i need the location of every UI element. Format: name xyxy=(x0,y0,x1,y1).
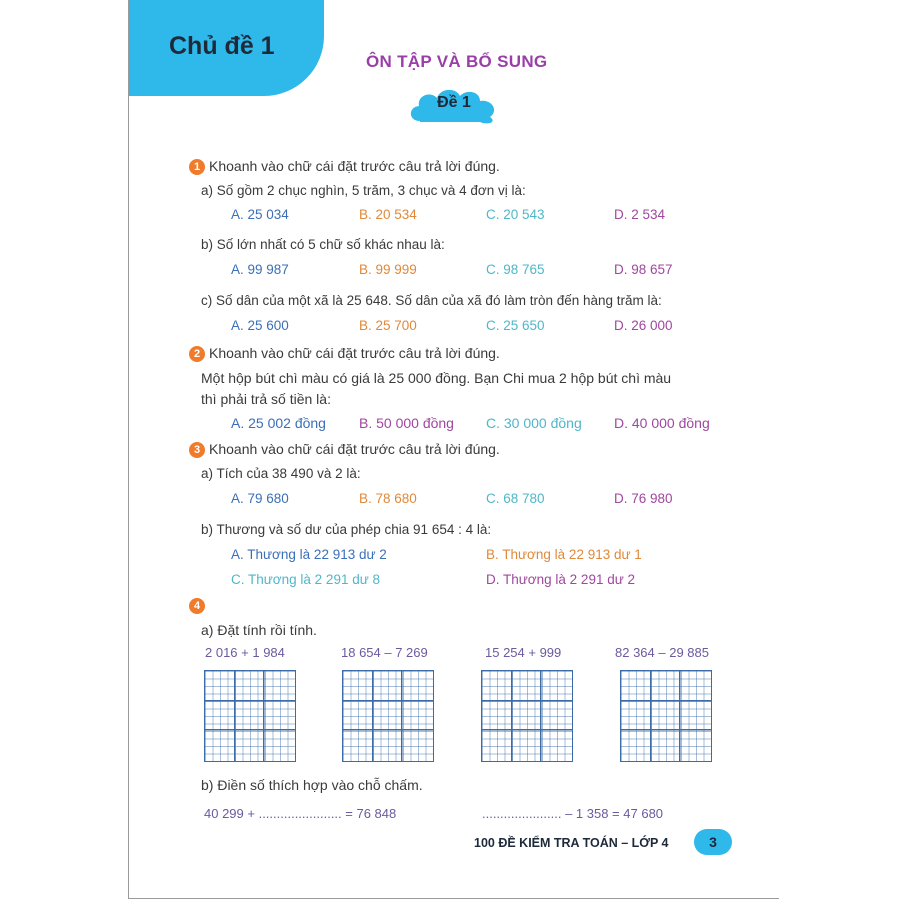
calculation-grid-2[interactable] xyxy=(342,670,434,762)
q1a-option-b[interactable]: B. 20 534 xyxy=(359,207,417,222)
q3b-option-a[interactable]: A. Thương là 22 913 dư 2 xyxy=(231,547,387,562)
q1b-option-a[interactable]: A. 99 987 xyxy=(231,262,289,277)
question-number-badge: 4 xyxy=(189,598,205,614)
question-prompt: Khoanh vào chữ cái đặt trước câu trả lời đúng. xyxy=(209,441,500,457)
question-4 xyxy=(189,597,209,614)
q1a-text: a) Số gồm 2 chục nghìn, 5 trăm, 3 chục và 4 đơn vị là: xyxy=(201,183,526,198)
calculation-grid-4[interactable] xyxy=(620,670,712,762)
calculation-grid-3[interactable] xyxy=(481,670,573,762)
fill-blank-2[interactable]: ...................... – 1 358 = 47 680 xyxy=(482,806,664,821)
fill-blank-1[interactable]: 40 299 + ....................... = 76 848 xyxy=(204,806,397,821)
q1c-option-d[interactable]: D. 26 000 xyxy=(614,318,673,333)
q1b-option-b[interactable]: B. 99 999 xyxy=(359,262,417,277)
expression-4: 82 364 – 29 885 xyxy=(615,645,709,660)
question-number-badge: 3 xyxy=(189,442,205,458)
q3b-option-d[interactable]: D. Thương là 2 291 dư 2 xyxy=(486,572,636,587)
topic-tab xyxy=(129,0,324,96)
expression-3: 15 254 + 999 xyxy=(485,645,562,660)
question-number-badge: 2 xyxy=(189,346,205,362)
q2-option-b[interactable]: B. 50 000 đồng xyxy=(359,415,454,431)
q1a-option-d[interactable]: D. 2 534 xyxy=(614,207,666,222)
q4a-text: a) Đặt tính rồi tính. xyxy=(201,622,317,638)
q2-line-1: Một hộp bút chì màu có giá là 25 000 đồng. Bạn Chi mua 2 hộp bút chì màu xyxy=(201,370,672,386)
q3a-option-a[interactable]: A. 79 680 xyxy=(231,491,289,506)
topic-label: Chủ đề 1 xyxy=(169,32,275,60)
q3b-option-b[interactable]: B. Thương là 22 913 dư 1 xyxy=(486,547,642,562)
question-3 xyxy=(189,441,500,458)
q1b-text: b) Số lớn nhất có 5 chữ số khác nhau là: xyxy=(201,237,445,252)
q2-option-a[interactable]: A. 25 002 đồng xyxy=(231,415,326,431)
q3a-option-c[interactable]: C. 68 780 xyxy=(486,491,545,506)
q2-option-d[interactable]: D. 40 000 đồng xyxy=(614,415,710,431)
q1c-option-b[interactable]: B. 25 700 xyxy=(359,318,417,333)
calculation-grid-1[interactable] xyxy=(204,670,296,762)
test-number-label: Đề 1 xyxy=(437,94,471,111)
q3b-option-c[interactable]: C. Thương là 2 291 dư 8 xyxy=(231,572,381,587)
q1a-option-c[interactable]: C. 20 543 xyxy=(486,207,545,222)
q1c-text: c) Số dân của một xã là 25 648. Số dân của xã đó làm tròn đến hàng trăm là: xyxy=(201,293,662,308)
question-2 xyxy=(189,345,500,362)
book-title-footer: 100 ĐỀ KIỂM TRA TOÁN – LỚP 4 xyxy=(474,836,669,850)
expression-1: 2 016 + 1 984 xyxy=(205,645,285,660)
page-title: ÔN TẬP VÀ BỔ SUNG xyxy=(366,52,548,71)
worksheet-page xyxy=(128,0,779,899)
q3a-text: a) Tích của 38 490 và 2 là: xyxy=(201,466,361,481)
q3b-text: b) Thương và số dư của phép chia 91 654 : 4 là: xyxy=(201,522,492,537)
expression-2: 18 654 – 7 269 xyxy=(341,645,428,660)
question-prompt: Khoanh vào chữ cái đặt trước câu trả lời đúng. xyxy=(209,158,500,174)
q2-line-2: thì phải trả số tiền là: xyxy=(201,391,331,407)
q1c-option-c[interactable]: C. 25 650 xyxy=(486,318,545,333)
q1c-option-a[interactable]: A. 25 600 xyxy=(231,318,289,333)
q2-option-c[interactable]: C. 30 000 đồng xyxy=(486,415,582,431)
page-number: 3 xyxy=(694,829,732,855)
q1a-option-a[interactable]: A. 25 034 xyxy=(231,207,289,222)
q3a-option-b[interactable]: B. 78 680 xyxy=(359,491,417,506)
q3a-option-d[interactable]: D. 76 980 xyxy=(614,491,673,506)
question-1 xyxy=(189,158,500,175)
question-number-badge: 1 xyxy=(189,159,205,175)
q1b-option-d[interactable]: D. 98 657 xyxy=(614,262,673,277)
q4b-text: b) Điền số thích hợp vào chỗ chấm. xyxy=(201,777,423,793)
q1b-option-c[interactable]: C. 98 765 xyxy=(486,262,545,277)
question-prompt: Khoanh vào chữ cái đặt trước câu trả lời đúng. xyxy=(209,345,500,361)
